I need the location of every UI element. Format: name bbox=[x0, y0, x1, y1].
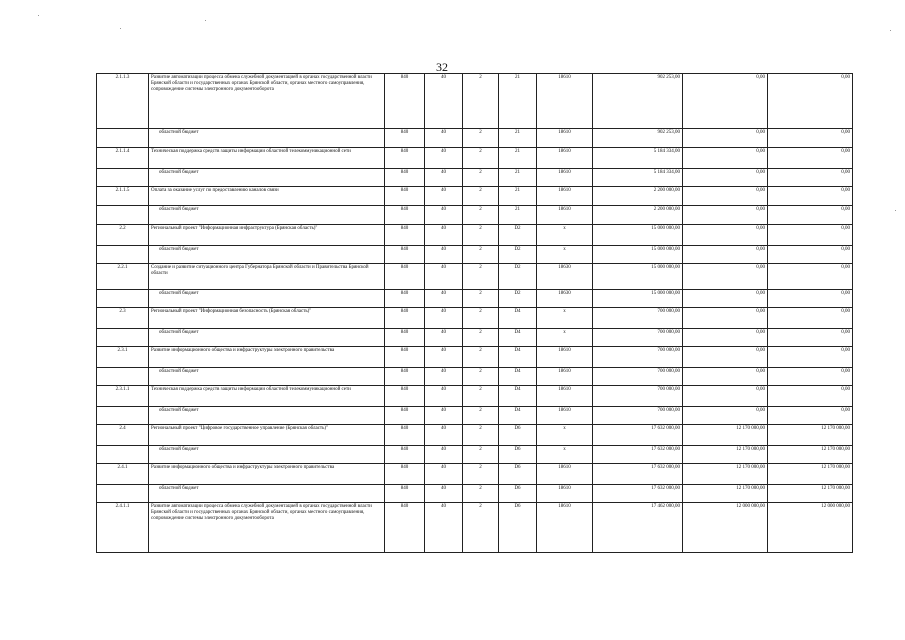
cell-c2: 40 bbox=[425, 407, 463, 425]
cell-name: Региональный проект "Информационная безопасность (Брянская область)" bbox=[149, 308, 385, 329]
cell-c4: 21 bbox=[499, 187, 537, 206]
cell-c3: 2 bbox=[463, 290, 499, 308]
cell-c3: 2 bbox=[463, 464, 499, 485]
cell-v3: 0,00 bbox=[768, 308, 853, 329]
cell-c3: 2 bbox=[463, 225, 499, 246]
cell-c4: D6 bbox=[499, 485, 537, 503]
cell-c2: 40 bbox=[425, 246, 463, 264]
cell-name: Создание и развитие ситуационного центра Губернатора Брянской области и Правительства Брянской области bbox=[149, 264, 385, 290]
cell-c1: 840 bbox=[385, 129, 425, 148]
cell-c2: 40 bbox=[425, 187, 463, 206]
cell-c2: 40 bbox=[425, 464, 463, 485]
page-number: 32 bbox=[436, 60, 448, 74]
cell-c3: 2 bbox=[463, 407, 499, 425]
cell-c5: 18610 bbox=[537, 74, 593, 129]
table-row bbox=[97, 225, 853, 246]
cell-c5: 18610 bbox=[537, 347, 593, 368]
cell-c1: 840 bbox=[385, 329, 425, 347]
cell-v3: 0,00 bbox=[768, 187, 853, 206]
cell-c4: D4 bbox=[499, 386, 537, 407]
cell-v1: 902 253,00 bbox=[593, 74, 683, 129]
cell-code: 2.2.1 bbox=[97, 264, 149, 290]
cell-v2: 0,00 bbox=[683, 329, 768, 347]
cell-code: 2.4.1 bbox=[97, 464, 149, 485]
cell-c2: 40 bbox=[425, 225, 463, 246]
cell-c5: 18610 bbox=[537, 485, 593, 503]
cell-name: областной бюджет bbox=[149, 329, 385, 347]
cell-v3: 12 170 000,00 bbox=[768, 425, 853, 446]
cell-name: Оплата за оказание услуг по предоставлению каналов связи bbox=[149, 187, 385, 206]
cell-v3: 0,00 bbox=[768, 206, 853, 225]
cell-c2: 40 bbox=[425, 446, 463, 464]
cell-c5: 18610 bbox=[537, 386, 593, 407]
cell-c3: 2 bbox=[463, 246, 499, 264]
cell-v3: 12 000 000,00 bbox=[768, 503, 853, 553]
cell-v3: 0,00 bbox=[768, 386, 853, 407]
cell-c2: 40 bbox=[425, 290, 463, 308]
cell-c3: 2 bbox=[463, 264, 499, 290]
cell-c4: D6 bbox=[499, 425, 537, 446]
cell-c3: 2 bbox=[463, 386, 499, 407]
cell-code bbox=[97, 246, 149, 264]
cell-c5: x bbox=[537, 308, 593, 329]
cell-c5: 18630 bbox=[537, 290, 593, 308]
cell-c5: 18610 bbox=[537, 464, 593, 485]
table-row bbox=[97, 386, 853, 407]
cell-c5: 18610 bbox=[537, 148, 593, 169]
cell-c3: 2 bbox=[463, 308, 499, 329]
cell-c2: 40 bbox=[425, 308, 463, 329]
cell-c2: 40 bbox=[425, 74, 463, 129]
cell-v3: 0,00 bbox=[768, 347, 853, 368]
cell-name: областной бюджет bbox=[149, 290, 385, 308]
cell-code: 2.3 bbox=[97, 308, 149, 329]
cell-c4: D4 bbox=[499, 407, 537, 425]
cell-c1: 840 bbox=[385, 485, 425, 503]
cell-v2: 0,00 bbox=[683, 169, 768, 187]
cell-v2: 0,00 bbox=[683, 290, 768, 308]
cell-v1: 15 000 000,00 bbox=[593, 264, 683, 290]
cell-c4: 21 bbox=[499, 74, 537, 129]
cell-code: 2.4.1.1 bbox=[97, 503, 149, 553]
cell-v3: 0,00 bbox=[768, 148, 853, 169]
cell-c1: 840 bbox=[385, 74, 425, 129]
cell-c2: 40 bbox=[425, 347, 463, 368]
cell-v3: 0,00 bbox=[768, 264, 853, 290]
cell-c1: 840 bbox=[385, 169, 425, 187]
cell-code bbox=[97, 485, 149, 503]
table-row bbox=[97, 485, 853, 503]
cell-c2: 40 bbox=[425, 368, 463, 386]
cell-c2: 40 bbox=[425, 148, 463, 169]
cell-v2: 0,00 bbox=[683, 308, 768, 329]
cell-name: областной бюджет bbox=[149, 206, 385, 225]
cell-code: 2.3.1 bbox=[97, 347, 149, 368]
scan-speck bbox=[38, 15, 39, 16]
cell-code bbox=[97, 169, 149, 187]
cell-c5: x bbox=[537, 246, 593, 264]
cell-c5: x bbox=[537, 425, 593, 446]
cell-v3: 0,00 bbox=[768, 225, 853, 246]
cell-v2: 0,00 bbox=[683, 264, 768, 290]
cell-v1: 700 000,00 bbox=[593, 308, 683, 329]
cell-c5: 18610 bbox=[537, 129, 593, 148]
cell-c2: 40 bbox=[425, 503, 463, 553]
table-row bbox=[97, 347, 853, 368]
cell-v2: 0,00 bbox=[683, 187, 768, 206]
cell-v3: 0,00 bbox=[768, 290, 853, 308]
cell-v1: 15 000 000,00 bbox=[593, 290, 683, 308]
scan-speck bbox=[120, 28, 121, 29]
cell-c1: 840 bbox=[385, 148, 425, 169]
cell-c4: D4 bbox=[499, 347, 537, 368]
cell-v2: 12 170 000,00 bbox=[683, 425, 768, 446]
table-row bbox=[97, 329, 853, 347]
cell-c5: 18610 bbox=[537, 187, 593, 206]
cell-c4: D4 bbox=[499, 368, 537, 386]
cell-c5: 18610 bbox=[537, 368, 593, 386]
cell-c4: 21 bbox=[499, 129, 537, 148]
cell-name: Техническая поддержка средств защиты информации областной телекоммуникационной сети bbox=[149, 148, 385, 169]
cell-c2: 40 bbox=[425, 485, 463, 503]
cell-name: областной бюджет bbox=[149, 407, 385, 425]
cell-v2: 0,00 bbox=[683, 225, 768, 246]
cell-code bbox=[97, 407, 149, 425]
cell-c2: 40 bbox=[425, 425, 463, 446]
cell-c4: D4 bbox=[499, 308, 537, 329]
cell-c3: 2 bbox=[463, 329, 499, 347]
cell-c2: 40 bbox=[425, 129, 463, 148]
cell-c1: 840 bbox=[385, 464, 425, 485]
cell-name: Региональный проект "Цифровое государственное управление (Брянская область)" bbox=[149, 425, 385, 446]
cell-c2: 40 bbox=[425, 206, 463, 225]
cell-v1: 700 000,00 bbox=[593, 329, 683, 347]
cell-c4: D2 bbox=[499, 225, 537, 246]
cell-code bbox=[97, 446, 149, 464]
cell-c1: 840 bbox=[385, 503, 425, 553]
table-row bbox=[97, 290, 853, 308]
cell-v1: 902 253,00 bbox=[593, 129, 683, 148]
cell-name: Развитие автоматизации процесса обмена служебной документацией в органах государственной власти Брянской области и государственных органах Брянской области, органах местного самоуправления, сопровождение системы электронного документооборота bbox=[149, 74, 385, 129]
cell-code bbox=[97, 290, 149, 308]
cell-c3: 2 bbox=[463, 206, 499, 225]
cell-c4: D4 bbox=[499, 329, 537, 347]
cell-v1: 15 000 000,00 bbox=[593, 246, 683, 264]
cell-v2: 12 000 000,00 bbox=[683, 503, 768, 553]
cell-v1: 5 184 334,00 bbox=[593, 148, 683, 169]
cell-c4: 21 bbox=[499, 169, 537, 187]
cell-code: 2.1.1.5 bbox=[97, 187, 149, 206]
cell-v3: 12 170 000,00 bbox=[768, 485, 853, 503]
cell-c3: 2 bbox=[463, 347, 499, 368]
cell-v1: 700 000,00 bbox=[593, 368, 683, 386]
cell-code bbox=[97, 368, 149, 386]
cell-c5: 18610 bbox=[537, 407, 593, 425]
cell-c3: 2 bbox=[463, 129, 499, 148]
cell-c5: 18610 bbox=[537, 503, 593, 553]
cell-c1: 840 bbox=[385, 446, 425, 464]
cell-name: областной бюджет bbox=[149, 129, 385, 148]
table-row bbox=[97, 407, 853, 425]
cell-c3: 2 bbox=[463, 503, 499, 553]
cell-v3: 0,00 bbox=[768, 329, 853, 347]
scan-speck bbox=[895, 210, 896, 211]
cell-c3: 2 bbox=[463, 74, 499, 129]
cell-c2: 40 bbox=[425, 329, 463, 347]
cell-c4: D6 bbox=[499, 446, 537, 464]
cell-c3: 2 bbox=[463, 148, 499, 169]
cell-name: областной бюджет bbox=[149, 485, 385, 503]
cell-v1: 700 000,00 bbox=[593, 386, 683, 407]
cell-c1: 840 bbox=[385, 225, 425, 246]
cell-name: Техническая поддержка средств защиты информации областной телекоммуникационной сети bbox=[149, 386, 385, 407]
cell-c4: D6 bbox=[499, 503, 537, 553]
cell-c1: 840 bbox=[385, 347, 425, 368]
cell-code: 2.1.1.4 bbox=[97, 148, 149, 169]
table-row bbox=[97, 169, 853, 187]
cell-code bbox=[97, 206, 149, 225]
table-row bbox=[97, 148, 853, 169]
cell-code bbox=[97, 129, 149, 148]
cell-c4: D2 bbox=[499, 290, 537, 308]
cell-v2: 0,00 bbox=[683, 407, 768, 425]
cell-v1: 17 632 000,00 bbox=[593, 446, 683, 464]
cell-name: Развитие информационного общества и инфраструктуры электронного правительства bbox=[149, 464, 385, 485]
table-row bbox=[97, 425, 853, 446]
cell-c5: x bbox=[537, 329, 593, 347]
cell-v1: 700 000,00 bbox=[593, 347, 683, 368]
cell-v1: 700 000,00 bbox=[593, 407, 683, 425]
cell-c1: 840 bbox=[385, 386, 425, 407]
table-body bbox=[97, 74, 853, 553]
cell-c1: 840 bbox=[385, 425, 425, 446]
cell-c1: 840 bbox=[385, 246, 425, 264]
table-row bbox=[97, 368, 853, 386]
cell-v3: 12 170 000,00 bbox=[768, 446, 853, 464]
cell-c5: 18610 bbox=[537, 169, 593, 187]
cell-v2: 0,00 bbox=[683, 74, 768, 129]
cell-name: областной бюджет bbox=[149, 169, 385, 187]
cell-name: областной бюджет bbox=[149, 246, 385, 264]
table-row bbox=[97, 206, 853, 225]
cell-name: Развитие информационного общества и инфраструктуры электронного правительства bbox=[149, 347, 385, 368]
cell-code: 2.2 bbox=[97, 225, 149, 246]
cell-v2: 12 170 000,00 bbox=[683, 485, 768, 503]
cell-c3: 2 bbox=[463, 446, 499, 464]
cell-v1: 2 200 000,00 bbox=[593, 206, 683, 225]
cell-v2: 0,00 bbox=[683, 148, 768, 169]
cell-c1: 840 bbox=[385, 206, 425, 225]
cell-v1: 15 000 000,00 bbox=[593, 225, 683, 246]
cell-code bbox=[97, 329, 149, 347]
cell-c5: x bbox=[537, 446, 593, 464]
cell-c2: 40 bbox=[425, 264, 463, 290]
cell-v1: 17 462 000,00 bbox=[593, 503, 683, 553]
cell-v3: 0,00 bbox=[768, 129, 853, 148]
cell-v2: 12 170 000,00 bbox=[683, 446, 768, 464]
cell-c4: 21 bbox=[499, 148, 537, 169]
cell-v2: 0,00 bbox=[683, 347, 768, 368]
cell-v1: 17 632 000,00 bbox=[593, 485, 683, 503]
table-row bbox=[97, 446, 853, 464]
table-row bbox=[97, 187, 853, 206]
cell-c1: 840 bbox=[385, 407, 425, 425]
cell-name: областной бюджет bbox=[149, 446, 385, 464]
cell-v3: 0,00 bbox=[768, 169, 853, 187]
cell-v2: 12 170 000,00 bbox=[683, 464, 768, 485]
cell-c5: 18610 bbox=[537, 206, 593, 225]
cell-c4: D6 bbox=[499, 464, 537, 485]
cell-name: Развитие автоматизации процесса обмена служебной документацией в органах государственной власти Брянской области и государственных органах Брянской области, органах местного самоуправления, сопровождение системы электронного документооборота bbox=[149, 503, 385, 553]
table-row bbox=[97, 246, 853, 264]
table-row bbox=[97, 503, 853, 553]
cell-c1: 840 bbox=[385, 264, 425, 290]
cell-c1: 840 bbox=[385, 290, 425, 308]
cell-c5: 18630 bbox=[537, 264, 593, 290]
budget-table bbox=[96, 73, 853, 553]
cell-c3: 2 bbox=[463, 169, 499, 187]
cell-v3: 0,00 bbox=[768, 368, 853, 386]
cell-code: 2.3.1.1 bbox=[97, 386, 149, 407]
cell-c2: 40 bbox=[425, 169, 463, 187]
cell-v3: 0,00 bbox=[768, 407, 853, 425]
cell-v2: 0,00 bbox=[683, 246, 768, 264]
cell-code: 2.4 bbox=[97, 425, 149, 446]
cell-v1: 2 200 000,00 bbox=[593, 187, 683, 206]
cell-v2: 0,00 bbox=[683, 386, 768, 407]
cell-c3: 2 bbox=[463, 187, 499, 206]
table-row bbox=[97, 74, 853, 129]
cell-c5: x bbox=[537, 225, 593, 246]
cell-c4: 21 bbox=[499, 206, 537, 225]
table-row bbox=[97, 129, 853, 148]
cell-c1: 840 bbox=[385, 368, 425, 386]
cell-c4: D2 bbox=[499, 264, 537, 290]
scan-speck bbox=[890, 30, 891, 31]
cell-c1: 840 bbox=[385, 187, 425, 206]
cell-c3: 2 bbox=[463, 368, 499, 386]
cell-v3: 0,00 bbox=[768, 74, 853, 129]
table-row bbox=[97, 264, 853, 290]
cell-c3: 2 bbox=[463, 485, 499, 503]
cell-v1: 17 632 000,00 bbox=[593, 464, 683, 485]
cell-c3: 2 bbox=[463, 425, 499, 446]
table-row bbox=[97, 464, 853, 485]
cell-v2: 0,00 bbox=[683, 206, 768, 225]
cell-v1: 17 632 000,00 bbox=[593, 425, 683, 446]
cell-v3: 0,00 bbox=[768, 246, 853, 264]
cell-name: областной бюджет bbox=[149, 368, 385, 386]
cell-c4: D2 bbox=[499, 246, 537, 264]
cell-code: 2.1.1.3 bbox=[97, 74, 149, 129]
cell-c1: 840 bbox=[385, 308, 425, 329]
scan-speck bbox=[205, 20, 206, 21]
cell-name: Региональный проект "Информационная инфраструктура (Брянская область)" bbox=[149, 225, 385, 246]
cell-v2: 0,00 bbox=[683, 368, 768, 386]
cell-v1: 5 184 334,00 bbox=[593, 169, 683, 187]
cell-c2: 40 bbox=[425, 386, 463, 407]
cell-v3: 12 170 000,00 bbox=[768, 464, 853, 485]
table-row bbox=[97, 308, 853, 329]
cell-v2: 0,00 bbox=[683, 129, 768, 148]
